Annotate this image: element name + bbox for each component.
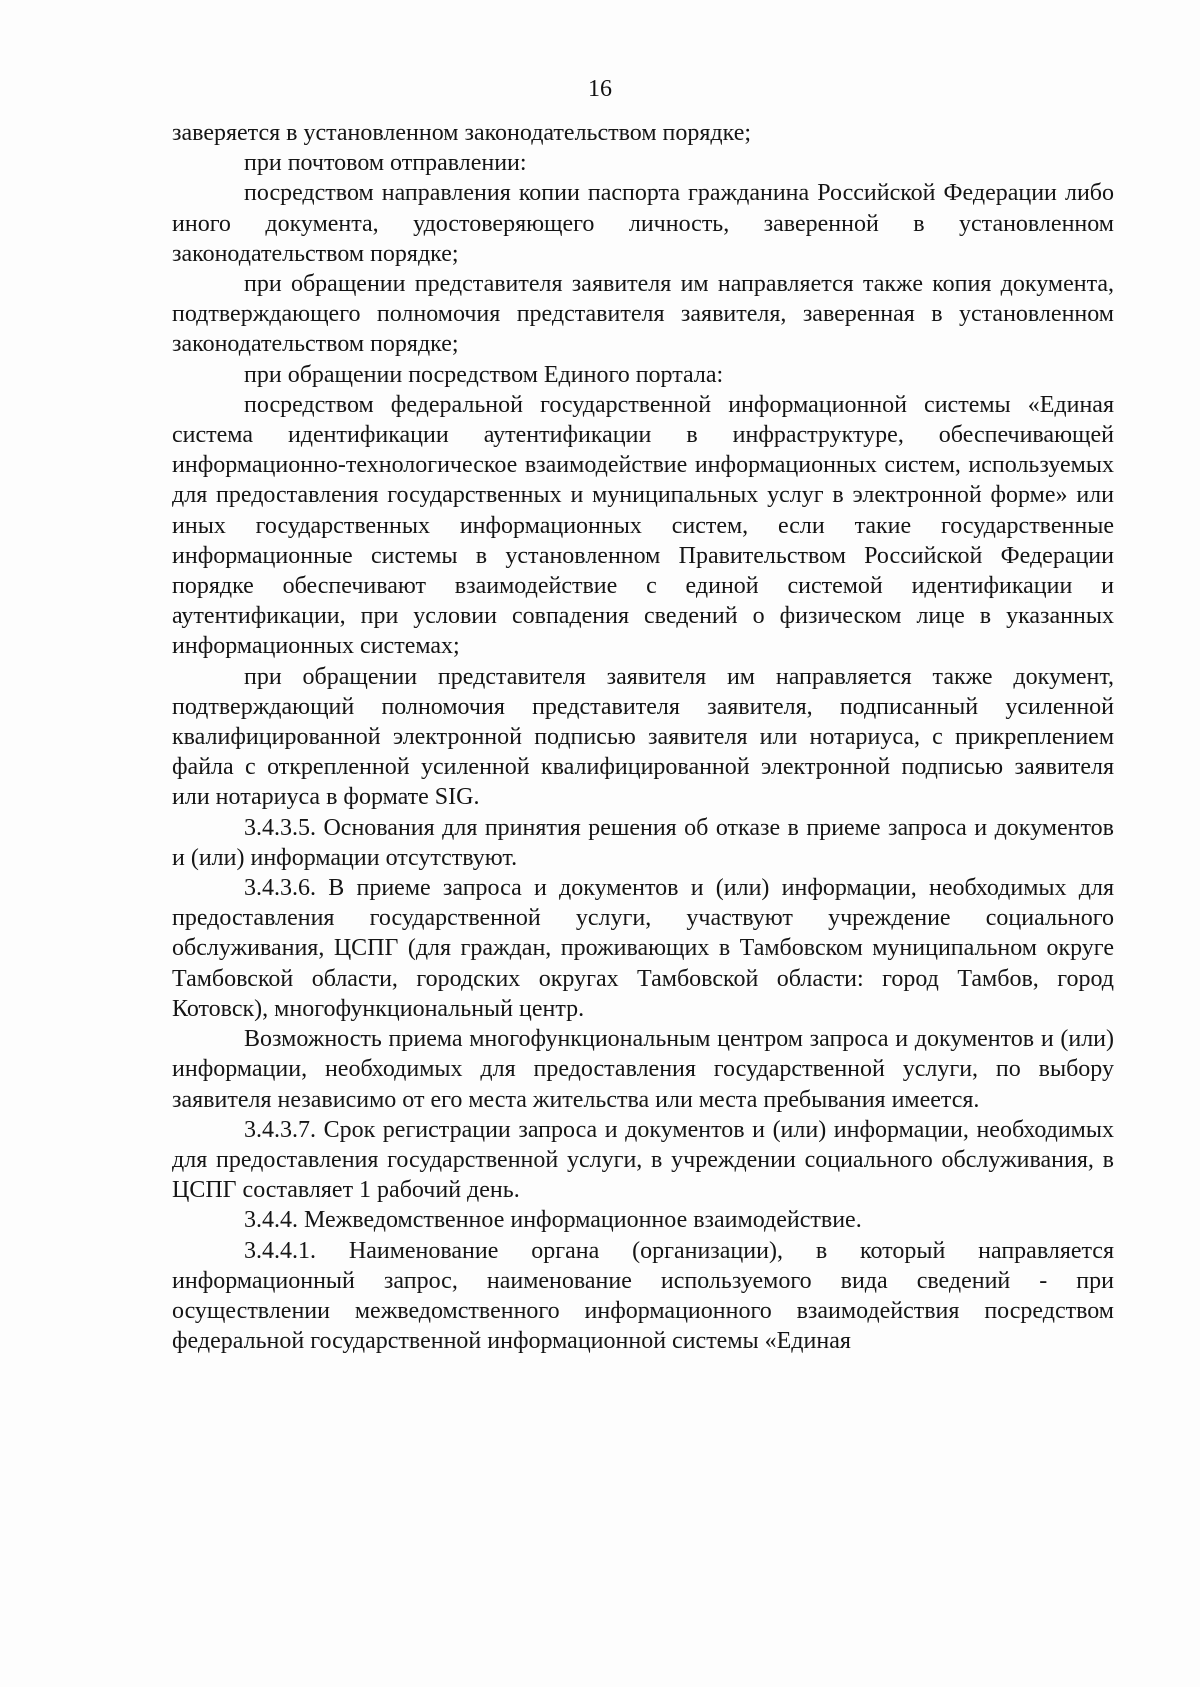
paragraph: при обращении представителя заявителя им направляется также документ, подтверждающий полномочия представителя заявителя, подписанный усиленной квалифицированной электронной подписью заявителя или нотариуса, с прикреплением файла с открепленной усиленной квалифицированной электронной подписью заявителя или нотариуса в формате SIG. <box>172 663 1114 811</box>
paragraph: при почтовом отправлении: <box>244 150 527 177</box>
paragraph: Возможность приема многофункциональным центром запроса и документов и (или) информации, необходимых для предоставления государственной услуги, по выбору заявителя независимо от его места жительства или места пребывания имеется. <box>172 1026 1114 1113</box>
document-body <box>172 118 1114 1356</box>
paragraph: 3.4.4. Межведомственное информационное взаимодействие. <box>244 1207 862 1234</box>
paragraph: при обращении представителя заявителя им направляется также копия документа, подтверждающего полномочия представителя заявителя, заверенная в установленном законодательством порядке; <box>172 271 1114 358</box>
paragraph: при обращении посредством Единого портала: <box>244 361 724 388</box>
paragraph: 3.4.3.7. Срок регистрации запроса и документов и (или) информации, необходимых для предоставления государственной услуги, в учреждении социального обслуживания, в ЦСПГ составляет 1 рабочий день. <box>172 1116 1114 1204</box>
paragraph: 3.4.4.1. Наименование органа (организации), в который направляется информационный запрос, наименование используемого вида сведений - при осуществлении межведомственного информационного взаимодействия посредством федеральной государственной информационной системы «Единая <box>172 1237 1114 1355</box>
paragraph: посредством федеральной государственной информационной системы «Единая система идентификации аутентификации в инфраструктуре, обеспечивающей информационно-технологическое взаимодействие информационных систем, используемых для предоставления государственных и муниципальных услуг в электронной форме» или иных государственных информационных систем, если такие государственные информационные системы в установленном Правительством Российской Федерации порядке обеспечивают взаимодействие с единой системой идентификации и аутентификации, при условии совпадения сведений о физическом лице в указанных информационных системах; <box>172 391 1114 660</box>
paragraph: 3.4.3.6. В приеме запроса и документов и (или) информации, необходимых для предоставления государственной услуги, участвуют учреждение социального обслуживания, ЦСПГ (для граждан, проживающих в Тамбовском муниципальном округе Тамбовской области, городских округах Тамбовской области: город Тамбов, город Котовск), многофункциональный центр. <box>172 875 1114 1022</box>
paragraph: заверяется в установленном законодательством порядке; <box>172 120 752 146</box>
paragraph: посредством направления копии паспорта гражданина Российской Федерации либо иного документа, удостоверяющего личность, заверенной в установленном законодательством порядке; <box>172 180 1114 267</box>
paragraph: 3.4.3.5. Основания для принятия решения об отказе в приеме запроса и документов и (или) информации отсутствуют. <box>172 814 1114 871</box>
page-number: 16 <box>588 76 612 102</box>
